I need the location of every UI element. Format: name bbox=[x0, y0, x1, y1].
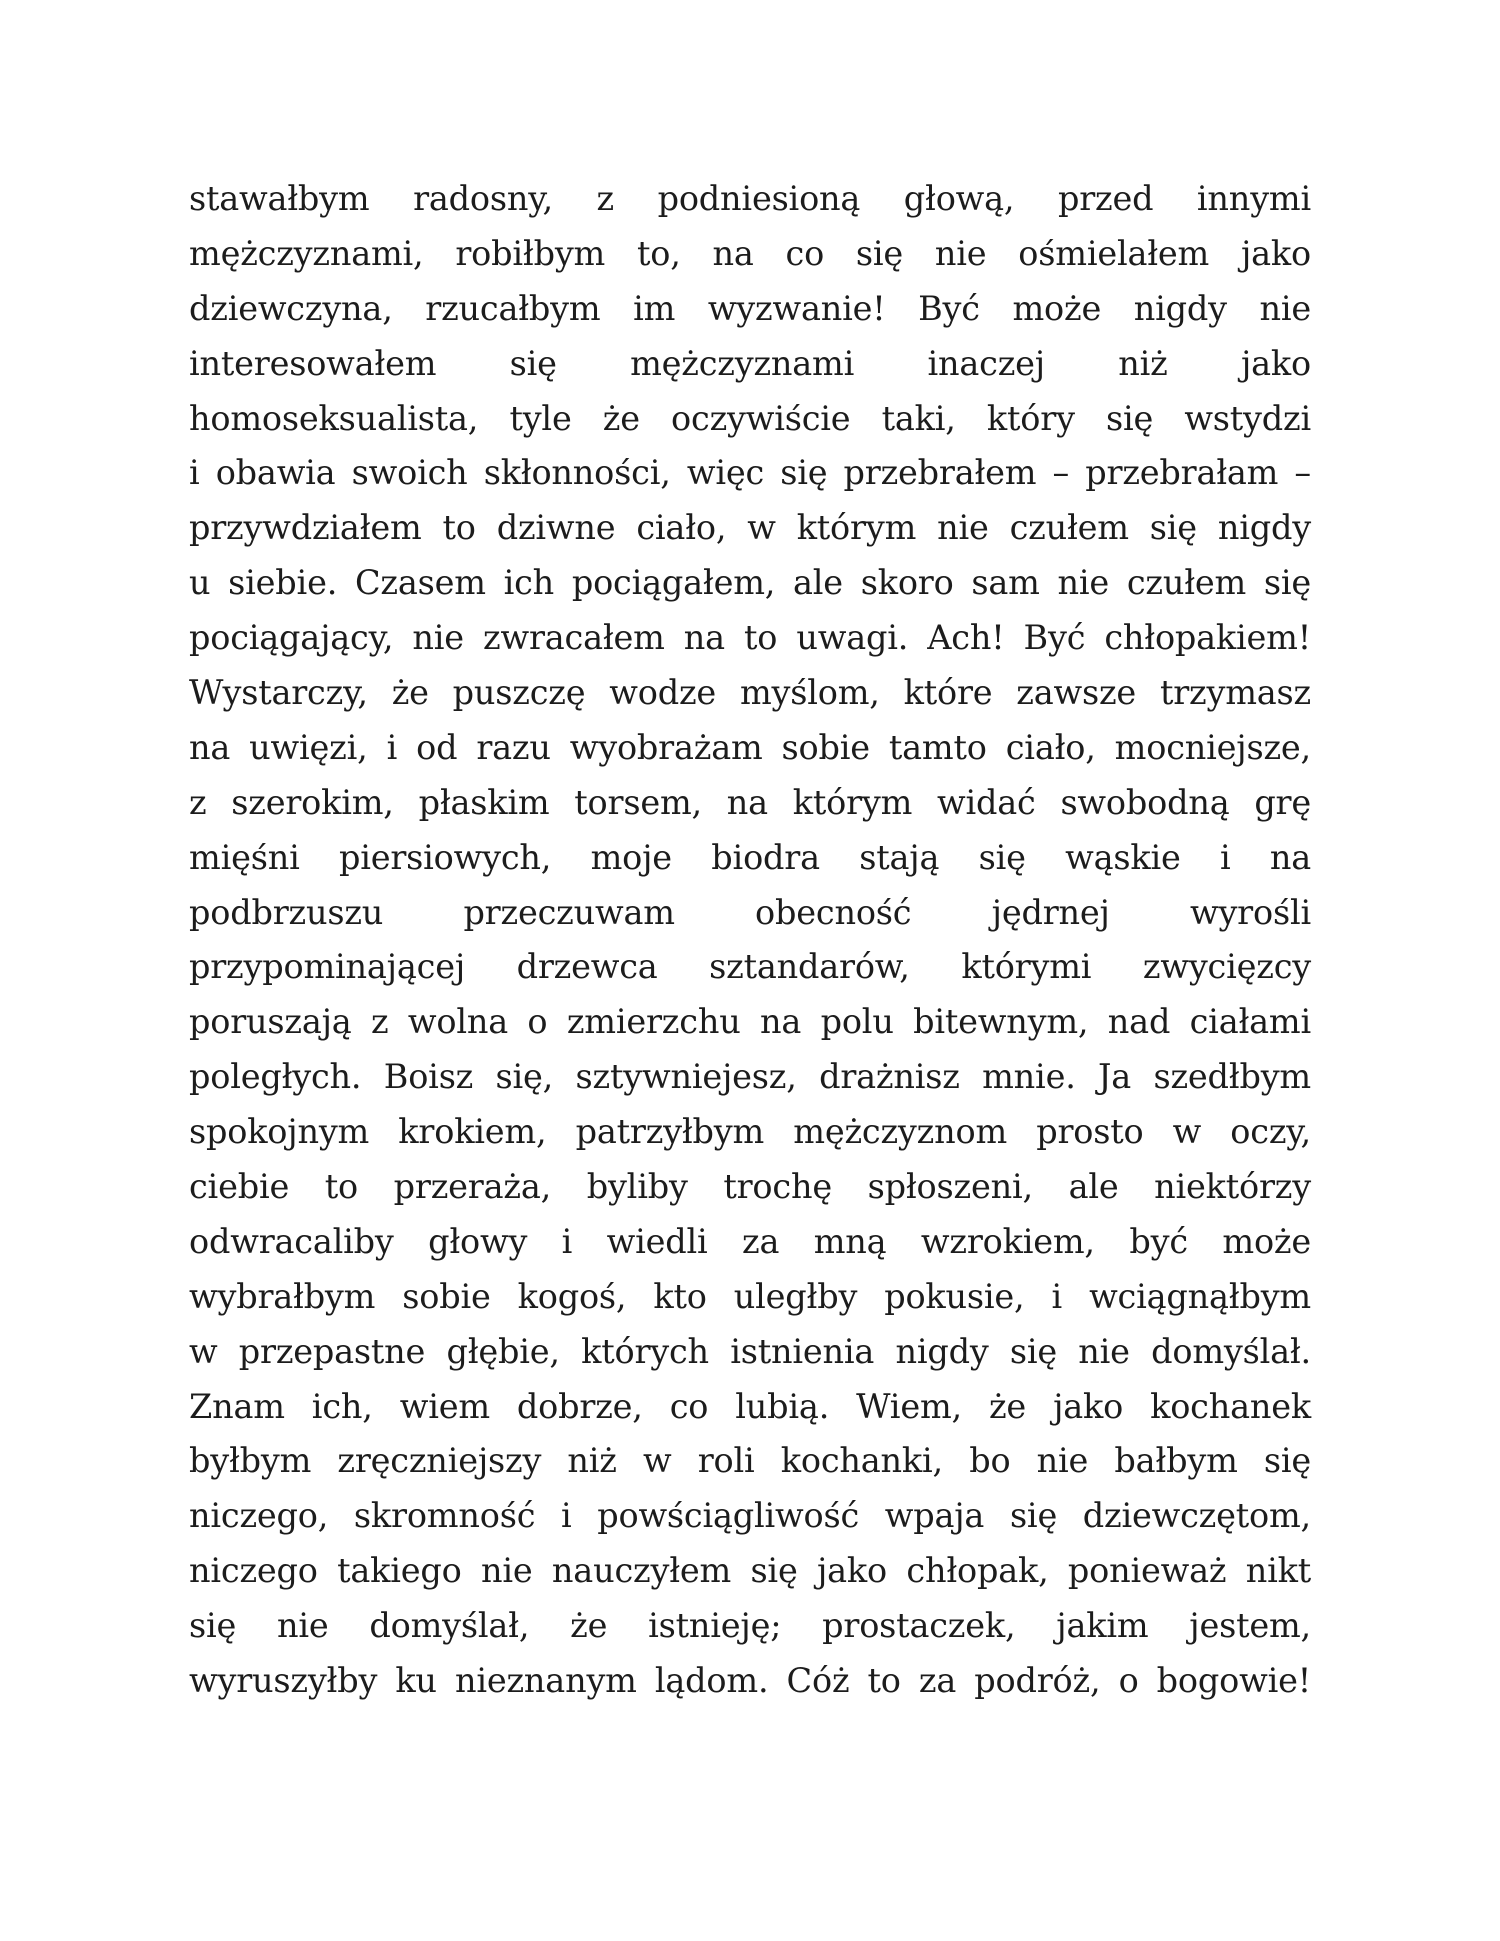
text-line: ciebie to przeraża, byliby trochę spłoszeni, ale niektórzy bbox=[189, 1167, 1311, 1207]
text-line: homoseksualista, tyle że oczywiście taki, który się wstydzi bbox=[189, 398, 1311, 438]
text-line: wyruszyłby ku nieznanym lądom. Cóż to za podróż, o bogowie! bbox=[189, 1661, 1311, 1701]
text-line: odwracaliby głowy i wiedli za mną wzrokiem, być może bbox=[189, 1221, 1311, 1261]
text-line: interesowałem się mężczyznami inaczej niż jako bbox=[189, 343, 1311, 383]
body-paragraph bbox=[189, 172, 1311, 1709]
text-line: w przepastne głębie, których istnienia nigdy się nie domyślał. bbox=[189, 1331, 1311, 1371]
text-line: przypominającej drzewca sztandarów, którymi zwycięzcy bbox=[189, 947, 1311, 987]
text-line: pociągający, nie zwracałem na to uwagi. Ach! Być chłopakiem! bbox=[189, 618, 1311, 658]
text-line: na uwięzi, i od razu wyobrażam sobie tamto ciało, mocniejsze, bbox=[189, 727, 1311, 767]
text-line: dziewczyna, rzucałbym im wyzwanie! Być może nigdy nie bbox=[189, 288, 1311, 328]
text-line: poległych. Boisz się, sztywniejesz, drażnisz mnie. Ja szedłbym bbox=[189, 1057, 1311, 1097]
text-line: spokojnym krokiem, patrzyłbym mężczyznom prosto w oczy, bbox=[189, 1112, 1311, 1152]
text-line: Wystarczy, że puszczę wodze myślom, które zawsze trzymasz bbox=[189, 673, 1311, 713]
text-line: Znam ich, wiem dobrze, co lubią. Wiem, że jako kochanek bbox=[189, 1386, 1311, 1426]
text-line: i obawia swoich skłonności, więc się przebrałem – przebrałam – bbox=[189, 453, 1311, 493]
text-line: z szerokim, płaskim torsem, na którym widać swobodną grę bbox=[189, 782, 1311, 822]
text-line: u siebie. Czasem ich pociągałem, ale skoro sam nie czułem się bbox=[189, 563, 1311, 603]
text-line: przywdziałem to dziwne ciało, w którym nie czułem się nigdy bbox=[189, 508, 1311, 548]
text-line: mięśni piersiowych, moje biodra stają się wąskie i na bbox=[189, 837, 1311, 877]
text-line: stawałbym radosny, z podniesioną głową, przed innymi bbox=[189, 179, 1311, 218]
text-line: mężczyznami, robiłbym to, na co się nie ośmielałem jako bbox=[189, 233, 1311, 273]
text-line: niczego takiego nie nauczyłem się jako chłopak, ponieważ nikt bbox=[189, 1551, 1311, 1591]
text-line: byłbym zręczniejszy niż w roli kochanki, bo nie bałbym się bbox=[189, 1441, 1311, 1481]
text-line: poruszają z wolna o zmierzchu na polu bitewnym, nad ciałami bbox=[189, 1002, 1311, 1042]
text-line: wybrałbym sobie kogoś, kto uległby pokusie, i wciągnąłbym bbox=[189, 1276, 1311, 1316]
text-line: podbrzuszu przeczuwam obecność jędrnej wyrośli bbox=[189, 892, 1311, 932]
text-line: się nie domyślał, że istnieję; prostaczek, jakim jestem, bbox=[189, 1606, 1311, 1646]
text-line: niczego, skromność i powściągliwość wpaja się dziewczętom, bbox=[189, 1496, 1311, 1536]
